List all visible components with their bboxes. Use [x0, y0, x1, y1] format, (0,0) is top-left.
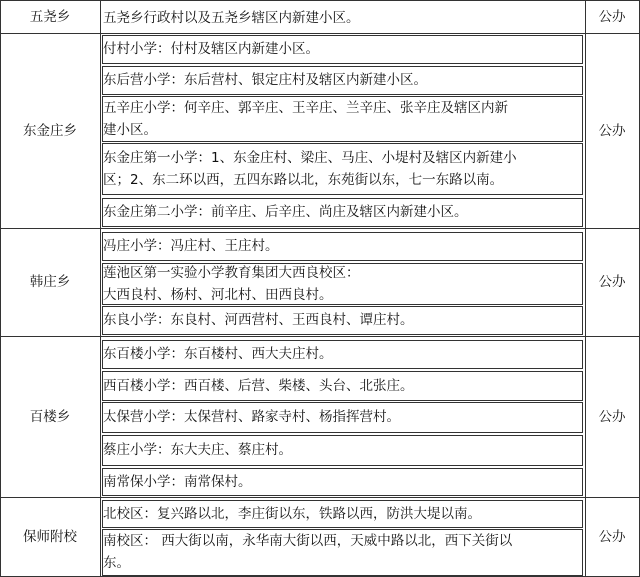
district-name: 韩庄乡	[29, 274, 71, 290]
cell-border-top	[102, 232, 583, 233]
row-divider	[0, 228, 640, 229]
cell-border-bottom	[102, 432, 583, 433]
cell-border-bottom	[102, 465, 583, 466]
cell-border-right	[582, 96, 583, 141]
cell-border-bottom	[102, 575, 583, 576]
cell-text: 北校区：复兴路以北，李庄街以东，铁路以西，防洪大堤以南。	[103, 505, 481, 522]
cell-border-right	[582, 340, 583, 368]
cell-border-right	[582, 143, 583, 194]
cell-border-right	[582, 263, 583, 304]
cell-border-top	[102, 371, 583, 372]
cell-text: 五尧乡行政村以及五尧乡辖区内新建小区。	[103, 10, 360, 26]
cell-text: 东金庄第二小学：前辛庄、后辛庄、尚庄及辖区内新建小区。	[103, 204, 468, 220]
district-name: 东金庄乡	[23, 122, 77, 139]
school-type: 公办	[598, 529, 626, 545]
cell-border-bottom	[102, 226, 583, 227]
cell-text: 南常保小学：南常保村。	[103, 473, 252, 490]
cell-text: 东后营小学：东后营村、银定庄村及辖区内新建小区。	[103, 72, 427, 88]
cell-border-top	[102, 402, 583, 403]
cell-text: 东良小学：东良村、河西营村、王西良村、谭庄村。	[103, 312, 414, 328]
cell-border-right	[582, 306, 583, 334]
cell-border-top	[102, 35, 583, 36]
cell-border-top	[102, 468, 583, 469]
cell-text: 东。	[103, 555, 130, 571]
cell-border-right	[582, 232, 583, 260]
cell-text: 五辛庄小学：何辛庄、郭辛庄、王辛庄、兰辛庄、张辛庄及辖区内新	[103, 99, 508, 116]
cell-text: 付村小学：付村及辖区内新建小区。	[103, 41, 319, 57]
district-name: 保师附校	[23, 529, 77, 545]
cell-border-right	[582, 35, 583, 63]
school-type: 公办	[598, 274, 626, 290]
cell-border-bottom	[102, 334, 583, 335]
cell-border-top	[102, 435, 583, 436]
table-border-top	[0, 0, 640, 1]
cell-border-right	[582, 66, 583, 94]
district-name: 百楼乡	[29, 408, 71, 425]
cell-border-bottom	[102, 368, 583, 369]
cell-border-right	[582, 500, 583, 527]
school-type: 公办	[598, 8, 626, 25]
school-type: 公办	[598, 408, 626, 425]
cell-text: 大西良村、杨村、河北村、田西良村。	[103, 286, 333, 303]
cell-border-right	[582, 402, 583, 432]
cell-border-top	[102, 306, 583, 307]
row-divider	[0, 336, 640, 337]
cell-text: 西百楼小学：西百楼、后营、柴楼、头台、北张庄。	[103, 377, 414, 394]
cell-text: 区；2、东二环以西，五四东路以北，东苑街以东，七一东路以南。	[103, 171, 504, 188]
cell-border-top	[102, 66, 583, 67]
row-divider	[0, 33, 640, 34]
cell-border-top	[102, 340, 583, 341]
district-name: 五尧乡	[29, 8, 71, 25]
cell-text: 蔡庄小学：东大夫庄、蔡庄村。	[103, 442, 292, 458]
cell-border-right	[582, 198, 583, 226]
cell-border-right	[582, 371, 583, 400]
cell-border-bottom	[102, 63, 583, 64]
cell-border-top	[102, 143, 583, 144]
column-divider-district	[100, 0, 101, 577]
cell-border-right	[582, 468, 583, 495]
cell-text: 太保营小学：太保营村、路家寺村、杨指挥营村。	[103, 409, 400, 425]
row-divider	[0, 497, 640, 498]
cell-border-top	[102, 198, 583, 199]
cell-text: 南校区： 西大街以南，永华南大街以西，天威中路以北，西下关街以	[103, 533, 513, 549]
cell-border-right	[582, 435, 583, 465]
column-divider-type	[585, 0, 586, 577]
cell-border-top	[102, 500, 583, 501]
cell-border-right	[582, 529, 583, 575]
cell-text: 东百楼小学：东百楼村、西大夫庄村。	[103, 346, 333, 362]
cell-text: 东金庄第一小学：1、东金庄村、梁庄、马庄、小堤村及辖区内新建小	[103, 149, 517, 166]
cell-border-bottom	[102, 400, 583, 401]
cell-border-bottom	[102, 495, 583, 496]
cell-text: 莲池区第一实验小学教育集团大西良校区：	[103, 264, 360, 281]
cell-border-bottom	[102, 94, 583, 95]
cell-border-bottom	[102, 141, 583, 142]
school-type: 公办	[598, 122, 626, 139]
cell-text: 冯庄小学：冯庄村、王庄村。	[103, 238, 279, 254]
cell-text: 建小区。	[103, 121, 157, 138]
cell-border-bottom	[102, 194, 583, 195]
cell-border-bottom	[102, 527, 583, 528]
